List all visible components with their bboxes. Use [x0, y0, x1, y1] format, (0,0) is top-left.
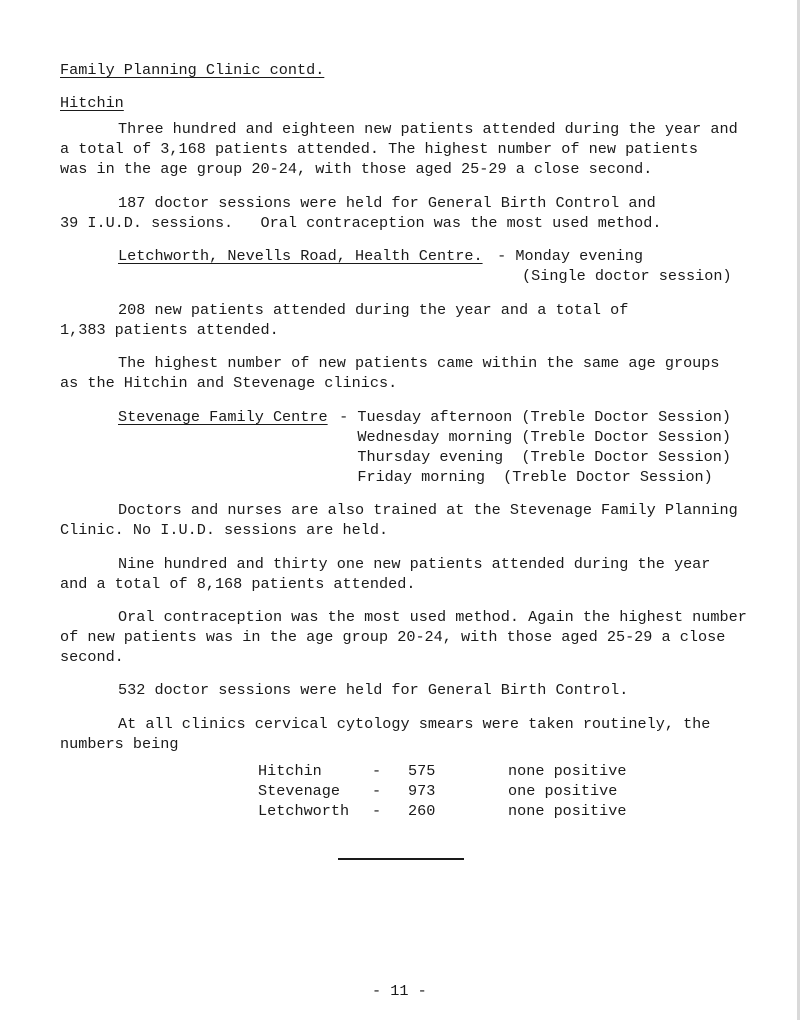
paragraph-line: a total of 3,168 patients attended. The highest number of new patients [60, 140, 698, 158]
section-heading-letchworth: Letchworth, Nevells Road, Health Centre. [118, 247, 483, 265]
paragraph-line: Doctors and nurses are also trained at the Stevenage Family Planning [118, 501, 738, 519]
paragraph-line: 1,383 patients attended. [60, 321, 279, 339]
paragraph-line: of new patients was in the age group 20-24, with those aged 25-29 a close [60, 628, 726, 646]
paragraph-line: At all clinics cervical cytology smears were taken routinely, the [118, 715, 711, 733]
paragraph-line: 39 I.U.D. sessions. Oral contraception was the most used method. [60, 214, 662, 232]
section-heading-hitchin: Hitchin [60, 94, 124, 112]
paragraph-line: Oral contraception was the most used method. Again the highest number [118, 608, 747, 626]
paragraph-line: 187 doctor sessions were held for General Birth Control and [118, 194, 656, 212]
paragraph-line: as the Hitchin and Stevenage clinics. [60, 374, 398, 392]
dash: - [372, 782, 382, 800]
page-title: Family Planning Clinic contd. [60, 61, 325, 79]
paragraph-line: Clinic. No I.U.D. sessions are held. [60, 521, 389, 539]
paragraph-line: Three hundred and eighteen new patients attended during the year and [118, 120, 738, 138]
clinic-name: Stevenage [258, 782, 341, 800]
schedule-entry: Thursday evening (Treble Doctor Session) [330, 448, 732, 466]
paragraph-line: was in the age group 20-24, with those aged 25-29 a close second. [60, 160, 653, 178]
paragraph-line: numbers being [60, 735, 179, 753]
schedule-entry: Friday morning (Treble Doctor Session) [330, 468, 713, 486]
page-number: - 11 - [372, 982, 427, 1000]
result: none positive [508, 762, 627, 780]
dash: - [372, 802, 382, 820]
paragraph-line: Nine hundred and thirty one new patients attended during the year [118, 555, 711, 573]
divider [338, 858, 464, 860]
smear-count: 575 [408, 762, 436, 780]
result: none positive [508, 802, 627, 820]
dash: - [372, 762, 382, 780]
paragraph-line: second. [60, 648, 124, 666]
clinic-name: Hitchin [258, 762, 322, 780]
schedule-entry: - Monday evening [488, 247, 643, 265]
clinic-name: Letchworth [258, 802, 350, 820]
paragraph-line: The highest number of new patients came within the same age groups [118, 354, 720, 372]
section-heading-stevenage: Stevenage Family Centre [118, 408, 328, 426]
result: one positive [508, 782, 618, 800]
schedule-entry: (Single doctor session) [522, 267, 732, 285]
paragraph-line: and a total of 8,168 patients attended. [60, 575, 416, 593]
smear-count: 973 [408, 782, 436, 800]
smear-count: 260 [408, 802, 436, 820]
paragraph-line: 208 new patients attended during the year and a total of [118, 301, 629, 319]
schedule-entry: - Tuesday afternoon (Treble Doctor Session) [330, 408, 732, 426]
paragraph-line: 532 doctor sessions were held for General Birth Control. [118, 681, 629, 699]
schedule-entry: Wednesday morning (Treble Doctor Session) [330, 428, 732, 446]
